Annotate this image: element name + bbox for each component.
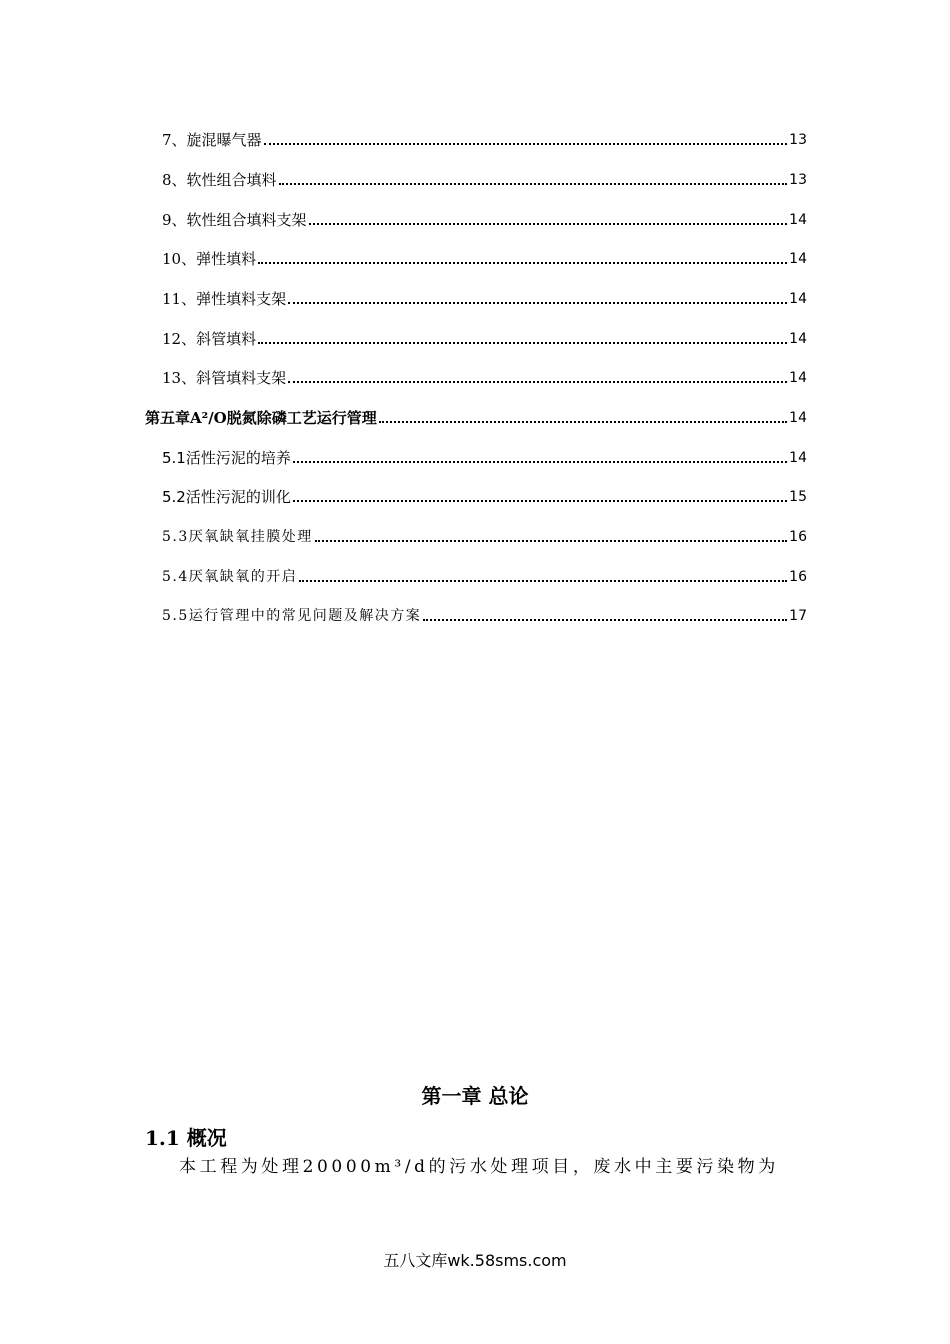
section-title: 1.1 概况	[145, 1126, 227, 1150]
toc-dot-leader	[288, 302, 787, 304]
toc-entry[interactable]	[162, 327, 807, 349]
toc-dot-leader	[309, 223, 788, 225]
toc-entry-page: 13	[789, 172, 807, 188]
toc-dot-leader	[293, 461, 787, 463]
toc-entry[interactable]	[162, 208, 807, 230]
toc-entry-label: 5.2活性污泥的训化	[162, 488, 291, 506]
toc-entry-label: 5.5运行管理中的常见问题及解决方案	[162, 608, 422, 624]
toc-dot-leader	[315, 540, 787, 542]
toc-entry-page: 14	[789, 450, 807, 466]
toc-entry[interactable]	[162, 565, 807, 587]
toc-entry-page: 17	[789, 608, 807, 624]
toc-entry[interactable]	[162, 485, 807, 507]
toc-dot-leader	[288, 381, 787, 383]
toc-entry[interactable]	[162, 168, 807, 190]
toc-entry-label: 8、软性组合填料	[162, 171, 277, 189]
toc-entry-label: 11、弹性填料支架	[162, 290, 287, 308]
toc-dot-leader	[299, 580, 787, 582]
toc-entry[interactable]	[162, 287, 807, 309]
toc-dot-leader	[264, 143, 788, 145]
toc-entry-page: 15	[789, 489, 807, 505]
toc-entry-page: 14	[789, 291, 807, 307]
toc-dot-leader	[293, 500, 787, 502]
toc-dot-leader	[258, 262, 787, 264]
toc-entry[interactable]	[162, 604, 807, 626]
toc-entry-page: 14	[789, 370, 807, 386]
toc-entry-page: 14	[789, 410, 807, 426]
toc-entry-page: 14	[789, 212, 807, 228]
toc-dot-leader	[258, 342, 787, 344]
toc-entry-label: 12、斜管填料	[162, 330, 257, 348]
toc-chapter-entry[interactable]	[145, 406, 807, 428]
toc-entry-label: 13、斜管填料支架	[162, 369, 287, 387]
toc-entry-page: 16	[789, 529, 807, 545]
toc-entry-page: 14	[789, 331, 807, 347]
toc-entry-label: 5.1活性污泥的培养	[162, 449, 291, 467]
toc-entry-page: 13	[789, 132, 807, 148]
toc-entry[interactable]	[162, 446, 807, 468]
body-paragraph: 本工程为处理20000m³/d的污水处理项目，废水中主要污染物为	[179, 1157, 779, 1177]
toc-dot-leader	[279, 183, 788, 185]
toc-entry-label: 5.3厌氧缺氧挂膜处理	[162, 529, 313, 545]
toc-entry-label: 第五章A²/O脱氮除磷工艺运行管理	[145, 409, 377, 427]
toc-dot-leader	[423, 619, 787, 621]
toc-entry-page: 14	[789, 251, 807, 267]
toc-entry-label: 5.4厌氧缺氧的开启	[162, 569, 298, 585]
footer-watermark: 五八文库wk.58sms.com	[383, 1251, 567, 1270]
toc-entry-label: 10、弹性填料	[162, 250, 257, 268]
toc-entry[interactable]	[162, 128, 807, 150]
toc-entry[interactable]	[162, 366, 807, 388]
toc-entry-label: 9、软性组合填料支架	[162, 211, 307, 229]
toc-entry[interactable]	[162, 247, 807, 269]
chapter-title: 第一章 总论	[421, 1084, 529, 1108]
toc-dot-leader	[379, 421, 787, 423]
toc-entry-page: 16	[789, 569, 807, 585]
toc-entry-label: 7、旋混曝气器	[162, 131, 262, 149]
toc-entry[interactable]	[162, 525, 807, 547]
